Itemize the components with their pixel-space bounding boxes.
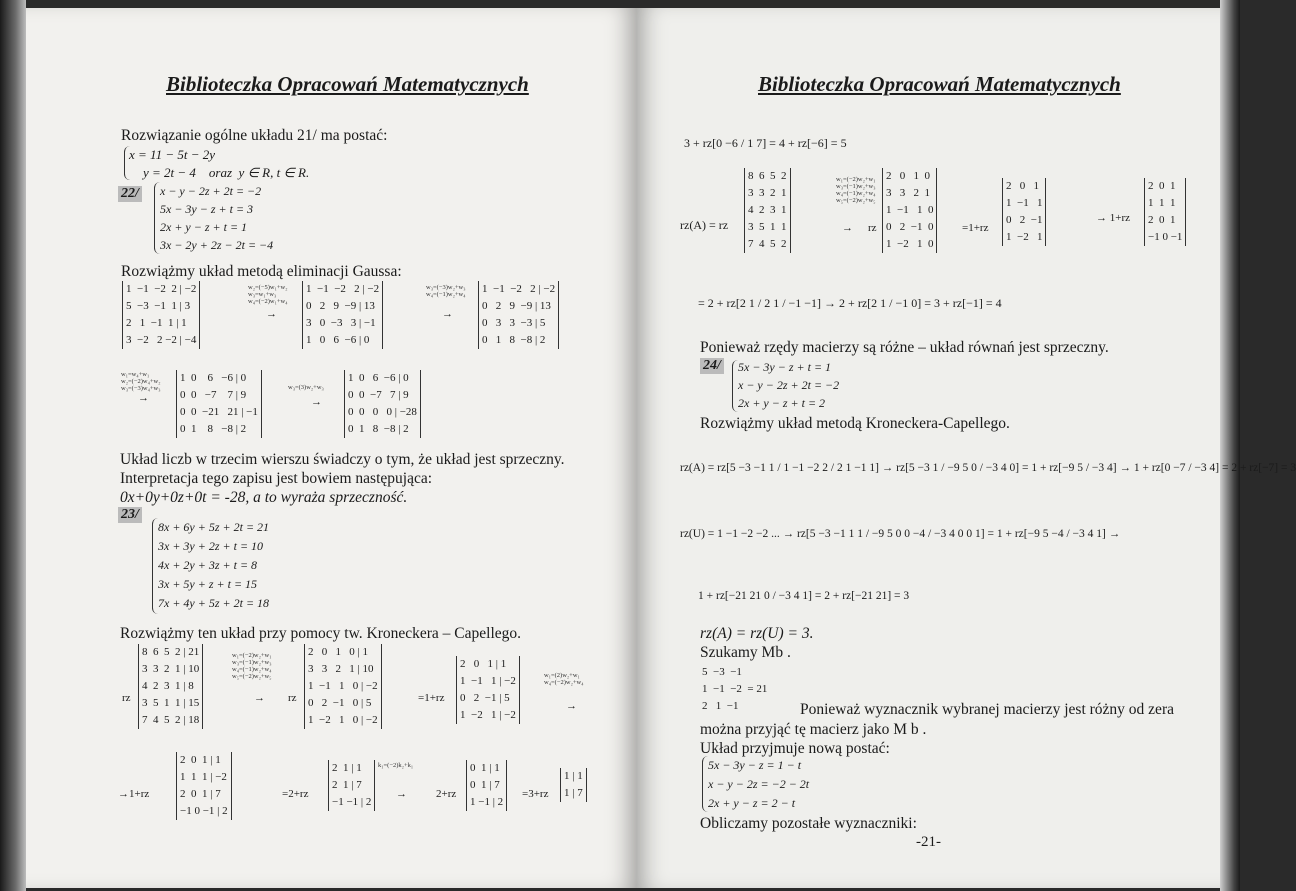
eq-4: =3+rz <box>522 788 549 800</box>
rank-equality: rz(A) = rz(U) = 3. <box>700 625 814 642</box>
eq-2: =2+rz <box>282 788 309 800</box>
book-edge-right <box>1220 0 1240 891</box>
kc-ops-3: k₁=(−2)k₂+k₁ <box>378 762 414 769</box>
gauss-matrix-3: 1 −1 −2 2 | −2 0 2 9 −9 | 13 0 3 3 −3 | 5 0 1 8 −8 | 2 <box>478 281 559 349</box>
solution-brace <box>124 146 130 180</box>
kc-matrix-3: 2 0 1 | 1 1 −1 1 | −2 0 2 −1 | 5 1 −2 1 | −2 <box>456 656 520 724</box>
rz-u: rz(U) = 1 −1 −2 −2 ... → rz[5 −3 −1 1 1 / −9 5 0 0 −4 / −3 4 0 0 1] = 1 + rz[−9 5 −4 / −3 4 1] → <box>680 528 1121 540</box>
rz-a-matrix-2: 2 0 1 0 3 3 2 1 1 −1 1 0 0 2 −1 0 1 −2 1 0 <box>882 168 937 253</box>
top-equation: 3 + rz[0 −6 / 1 7] = 4 + rz[−6] = 5 <box>684 136 847 150</box>
task-24-system: 5x − 3y − z + t = 1 x − y − 2z + 2t = −2 2x + y − z + t = 2 <box>738 360 840 410</box>
det-text-2: można przyjąć tę macierz jako M b . <box>700 721 927 738</box>
kc-matrix-6: 0 1 | 1 0 1 | 7 1 −1 | 2 <box>466 760 507 811</box>
intro-text: Rozwiązanie ogólne układu 21/ ma postać: <box>121 127 388 144</box>
kc-tail-prefix: →1+rz <box>118 788 150 800</box>
task-23-label: 23/ <box>118 507 142 523</box>
arrow-5: → <box>254 692 265 704</box>
rz-a-matrix-4: 2 0 1 1 1 1 2 0 1 −1 0 −1 <box>1144 178 1186 246</box>
arrow-6: → <box>566 700 577 712</box>
kc-matrix-1: 8 6 5 2 | 21 3 3 2 1 | 10 4 2 3 1 | 8 3 5 1 1 | 15 7 4 5 2 | 18 <box>138 644 203 729</box>
gauss-matrix-4: 1 0 6 −6 | 0 0 0 −7 7 | 9 0 0 −21 21 | −1 0 1 8 −8 | 2 <box>176 370 262 438</box>
eq-1: =1+rz <box>418 692 445 704</box>
left-page <box>26 8 636 888</box>
determinant: 5 −3 −1 1 −1 −2 = 21 2 1 −1 <box>702 666 768 712</box>
gauss-op-3: w₁=w₄+w₁ w₂=(−2)w₄+w₂ w₃=(−3)w₄+w₃ <box>121 371 161 392</box>
new-form-text: Układ przyjmuje nową postać: <box>700 740 890 757</box>
task-23-system: 8x + 6y + 5z + 2t = 21 3x + 3y + 2z + t = 10 4x + 2y + 3z + t = 8 3x + 5y + z + t = 15 7x + 4y + 5z + 2t = 18 <box>158 520 270 610</box>
rz-a-label: rz(A) = rz <box>680 218 729 232</box>
arrow-2: → <box>442 308 453 320</box>
szukamy-text: Szukamy Mb . <box>700 644 791 661</box>
right-page <box>636 8 1296 888</box>
arrow-3: → <box>138 392 149 404</box>
rz-a-tail: = 2 + rz[2 1 / 2 1 / −1 −1] → 2 + rz[2 1 / −1 0] = 3 + rz[−1] = 4 <box>698 296 1002 310</box>
eq-r1: =1+rz <box>962 222 989 234</box>
kc-intro: Rozwiążmy ten układ przy pomocy tw. Kroneckera – Capellego. <box>120 625 522 642</box>
arrow-r2: → 1+rz <box>1096 212 1130 224</box>
arrow-1: → <box>266 308 277 320</box>
remaining-text: Obliczamy pozostałe wyznaczniki: <box>700 815 917 832</box>
left-page-header: Biblioteczka Opracowań Matematycznych <box>166 72 529 96</box>
rz-r1: rz <box>868 222 877 234</box>
conclusion-3: 0x+0y+0z+0t = -28, a to wyraża sprzeczność. <box>120 489 408 506</box>
book-edge-left <box>0 0 26 891</box>
right-page-header: Biblioteczka Opracowań Matematycznych <box>758 72 1121 96</box>
arrow-4: → <box>311 396 322 408</box>
kc-ops-1: w₁=(−2)w₂+w₁ w₃=(−1)w₂+w₃ w₄=(−1)w₂+w₄ w₅=(−2)w₂+w₅ <box>232 652 272 680</box>
gauss-matrix-2: 1 −1 −2 2 | −2 0 2 9 −9 | 13 3 0 −3 3 | −1 1 0 6 −6 | 0 <box>302 281 383 349</box>
rz-u-tail: 1 + rz[−21 21 0 / −3 4 1] = 2 + rz[−21 21] = 3 <box>698 590 910 602</box>
det-text: Ponieważ wyznacznik wybranej macierzy jest różny od zera <box>800 701 1174 718</box>
rz-a-matrix-1: 8 6 5 2 3 3 2 1 4 2 3 1 3 5 1 1 7 4 5 2 <box>744 168 791 253</box>
arrow-r1: → <box>842 222 853 234</box>
kc2-intro: Rozwiążmy układ metodą Kroneckera-Capellego. <box>700 415 1010 432</box>
arrow-7: → <box>396 788 407 800</box>
rz-label-1: rz <box>122 692 131 704</box>
gauss-matrix-5: 1 0 6 −6 | 0 0 0 −7 7 | 9 0 0 0 0 | −28 0 1 8 −8 | 2 <box>344 370 421 438</box>
conclusion-1: Układ liczb w trzecim wierszu świadczy o tym, że układ jest sprzeczny. <box>120 451 565 468</box>
conclusion-2: Interpretacja tego zapisu jest bowiem następująca: <box>120 470 433 487</box>
gauss-op-4: w₃=(3)w₂+w₃ <box>288 384 324 391</box>
rz-a-ops: w₁=(−2)w₂+w₁ w₃=(−1)w₂+w₃ w₄=(−1)w₂+w₄ w₅=(−2)w₂+w₅ <box>836 176 876 204</box>
gauss-intro: Rozwiążmy układ metodą eliminacji Gaussa: <box>121 263 402 280</box>
eq-3: 2+rz <box>436 788 457 800</box>
solution-x: x = 11 − 5t − 2y <box>129 147 216 162</box>
kc-matrix-5: 2 1 | 1 2 1 | 7 −1 −1 | 2 <box>328 760 375 811</box>
gauss-op-2: w₃=(−3)w₂+w₃ w₄=(−1)w₂+w₄ <box>426 284 466 298</box>
new-system: 5x − 3y − z = 1 − t x − y − 2z = −2 − 2t 2x + y − z = 2 − t <box>708 758 810 810</box>
solution-y: y = 2t − 4 oraz y ∈ R, t ∈ R. <box>143 165 310 180</box>
task-22-system: x − y − 2z + 2t = −2 5x − 3y − z + t = 3 2x + y − z + t = 1 3x − 2y + 2z − 2t = −4 <box>160 184 274 252</box>
rz-a2: rz(A) = rz[5 −3 −1 1 / 1 −1 −2 2 / 2 1 −1 1] → rz[5 −3 1 / −9 5 0 / −3 4 0] = 1 + rz[−9 5 / −3 4] → 1 + rz[0 −7 / −3 4] = 2 + rz[−7] = 3 <box>680 462 1296 474</box>
kc-ops-2: w₁=(2)w₂+w₁ w₄=(−2)w₂+w₄ <box>544 672 584 686</box>
rz-label-2: rz <box>288 692 297 704</box>
rank-text: Ponieważ rzędy macierzy są różne – układ równań jest sprzeczny. <box>700 339 1109 356</box>
kc-matrix-7: 1 | 1 1 | 7 <box>560 768 587 802</box>
page-number: -21- <box>916 834 941 850</box>
gauss-op-1: w₂=(−5)w₁+w₂ w₃=w₁+w₃ w₄=(−2)w₁+w₄ <box>248 284 288 305</box>
rz-a-matrix-3: 2 0 1 1 −1 1 0 2 −1 1 −2 1 <box>1002 178 1046 246</box>
gauss-matrix-1: 1 −1 −2 2 | −2 5 −3 −1 1 | 3 2 1 −1 1 | 1 3 −2 2 −2 | −4 <box>122 281 200 349</box>
kc-matrix-2: 2 0 1 0 | 1 3 3 2 1 | 10 1 −1 1 0 | −2 0 2 −1 0 | 5 1 −2 1 0 | −2 <box>304 644 382 729</box>
kc-matrix-4: 2 0 1 | 1 1 1 1 | −2 2 0 1 | 7 −1 0 −1 | 2 <box>176 752 232 820</box>
task-22-label: 22/ <box>118 186 142 202</box>
task-24-label: 24/ <box>700 358 724 374</box>
